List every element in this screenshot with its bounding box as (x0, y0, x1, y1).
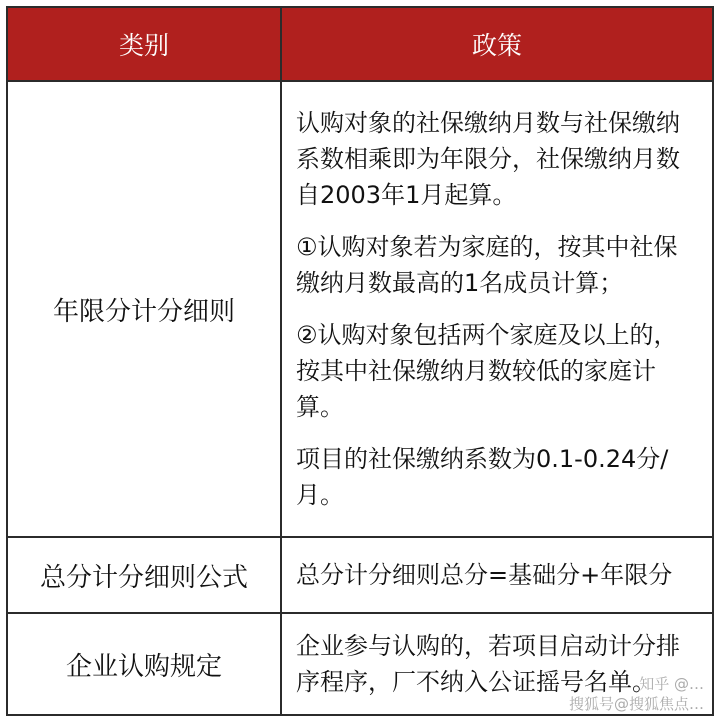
row-1-category-label: 年限分计分细则 (52, 296, 235, 327)
row-1-policy-para-1: 认购对象的社保缴纳月数与社保缴纳系数相乘即为年限分，社保缴纳月数自2003年1月起算。 (296, 109, 680, 209)
row-1-category (8, 82, 282, 538)
row-1-policy-para-3: ②认购对象包括两个家庭及以上的，按其中社保缴纳月数较低的家庭计算。 (296, 321, 678, 421)
row-2-policy-para-1: 总分计分细则总分=基础分+年限分 (296, 561, 673, 589)
row-2-category-label: 总分计分细则公式 (39, 562, 248, 593)
header-category (8, 8, 282, 82)
header-policy-label: 政策 (471, 31, 522, 60)
row-2-category (8, 538, 282, 614)
row-2-policy (282, 538, 712, 614)
row-3-category (8, 614, 282, 714)
row-1-policy (282, 82, 712, 538)
watermark-line-2: 搜狐号@搜狐焦点… (568, 695, 704, 713)
row-3-category-label: 企业认购规定 (65, 651, 222, 682)
header-category-label: 类别 (118, 31, 169, 60)
row-1-policy-para-4: 项目的社保缴纳系数为0.1-0.24分/月。 (296, 445, 669, 509)
row-3-policy-para-1: 企业参与认购的，若项目启动计分排序程序，厂不纳入公证摇号名单。 (296, 632, 680, 696)
policy-table (6, 6, 714, 716)
header-policy (282, 8, 712, 82)
watermark-line-1: 知乎 @… (639, 675, 704, 693)
row-1-policy-para-2: ①认购对象若为家庭的，按其中社保缴纳月数最高的1名成员计算； (296, 233, 678, 297)
row-3-policy (282, 614, 712, 714)
